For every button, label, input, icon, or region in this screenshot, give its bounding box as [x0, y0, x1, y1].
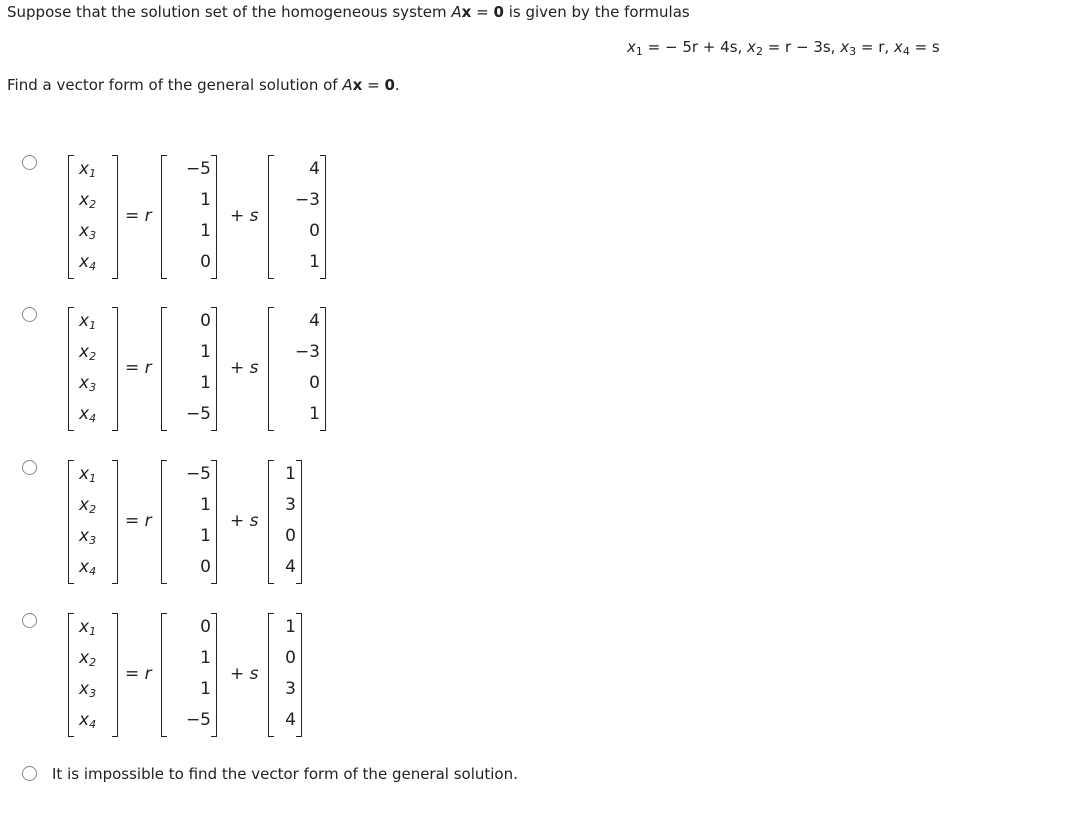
r-entry-2: 1: [200, 190, 211, 210]
formula-1: $x_1$ = − 5r + 4s,: [627, 38, 748, 58]
var-x2: $x_2$: [79, 648, 97, 669]
prompt-A: A: [342, 76, 353, 94]
prompt-zero: 0: [384, 76, 395, 94]
question-prompt: [7, 76, 400, 94]
variable-vector: [68, 460, 118, 582]
question-intro: Suppose that the solution set of the homogeneous system: [7, 3, 447, 21]
system-zero: 0: [493, 3, 504, 21]
equals-r-label: = r: [125, 206, 152, 226]
s-entry-4: 1: [309, 404, 320, 424]
question-intro-line: [7, 3, 690, 21]
s-entry-3: 0: [309, 373, 320, 393]
s-entry-1: 4: [309, 159, 320, 179]
option-radio-impossible[interactable]: [22, 766, 37, 781]
plus-s-label: + s: [230, 664, 259, 684]
prompt-end: .: [394, 76, 400, 94]
s-entry-4: 4: [285, 557, 296, 577]
var-x2: $x_2$: [79, 342, 97, 363]
s-entry-2: −3: [294, 190, 320, 210]
var-x4: $x_4$: [79, 557, 97, 578]
var-x3: $x_3$: [79, 221, 97, 242]
plus-s-label: + s: [230, 206, 259, 226]
answer-option-4: [0, 613, 1069, 753]
variable-vector: [68, 155, 118, 277]
s-entry-1: 4: [309, 311, 320, 331]
var-x3: $x_3$: [79, 526, 97, 547]
formula-4: $x_4 = s$: [893, 38, 940, 58]
var-x1: $x_1$: [79, 464, 97, 485]
r-coefficient-vector: [161, 307, 217, 429]
equals-r-label: = r: [125, 664, 152, 684]
r-coefficient-vector: [161, 460, 217, 582]
r-entry-2: 1: [200, 495, 211, 515]
r-entry-3: 1: [200, 679, 211, 699]
var-x4: $x_4$: [79, 252, 97, 273]
equals-r-label: = r: [125, 511, 152, 531]
r-entry-4: −5: [185, 710, 211, 730]
r-entry-1: 0: [200, 311, 211, 331]
var-x1: $x_1$: [79, 159, 97, 180]
r-entry-1: −5: [185, 464, 211, 484]
solution-formulas: [627, 38, 940, 56]
option-impossible-label[interactable]: It is impossible to find the vector form of the general solution.: [52, 765, 518, 783]
var-x4: $x_4$: [79, 710, 97, 731]
formula-2: $x_2 = r - 3s$,: [747, 38, 841, 58]
prompt-x: x: [352, 76, 363, 94]
formula-3: $x_3 = r$,: [840, 38, 894, 58]
r-entry-4: 0: [200, 557, 211, 577]
prompt-equals: =: [367, 76, 380, 94]
answer-option-3: [0, 460, 1069, 600]
plus-s-label: + s: [230, 511, 259, 531]
equals-r-label: = r: [125, 358, 152, 378]
r-entry-3: 1: [200, 373, 211, 393]
r-entry-1: −5: [185, 159, 211, 179]
option-radio[interactable]: [22, 613, 37, 628]
var-x4: $x_4$: [79, 404, 97, 425]
answer-option-1: [0, 155, 1069, 295]
s-coefficient-vector: [268, 460, 302, 582]
s-entry-4: 4: [285, 710, 296, 730]
s-entry-4: 1: [309, 252, 320, 272]
r-entry-2: 1: [200, 342, 211, 362]
system-A: A: [451, 3, 462, 21]
s-entry-3: 0: [285, 526, 296, 546]
variable-vector: [68, 307, 118, 429]
var-x1: $x_1$: [79, 617, 97, 638]
s-entry-1: 1: [285, 464, 296, 484]
r-coefficient-vector: [161, 155, 217, 277]
s-entry-1: 1: [285, 617, 296, 637]
s-entry-3: 3: [285, 679, 296, 699]
r-entry-3: 1: [200, 221, 211, 241]
s-coefficient-vector: [268, 613, 302, 735]
s-entry-2: −3: [294, 342, 320, 362]
var-x3: $x_3$: [79, 679, 97, 700]
var-x2: $x_2$: [79, 495, 97, 516]
var-x2: $x_2$: [79, 190, 97, 211]
question-intro-end: is given by the formulas: [508, 3, 690, 21]
s-entry-2: 0: [285, 648, 296, 668]
r-entry-3: 1: [200, 526, 211, 546]
s-coefficient-vector: [268, 307, 326, 429]
variable-vector: [68, 613, 118, 735]
plus-s-label: + s: [230, 358, 259, 378]
system-x: x: [461, 3, 472, 21]
r-entry-4: −5: [185, 404, 211, 424]
var-x1: $x_1$: [79, 311, 97, 332]
option-radio[interactable]: [22, 460, 37, 475]
r-entry-2: 1: [200, 648, 211, 668]
answer-option-2: [0, 307, 1069, 447]
r-entry-1: 0: [200, 617, 211, 637]
s-coefficient-vector: [268, 155, 326, 277]
r-entry-4: 0: [200, 252, 211, 272]
prompt-text: Find a vector form of the general solution of: [7, 76, 338, 94]
s-entry-2: 3: [285, 495, 296, 515]
s-entry-3: 0: [309, 221, 320, 241]
r-coefficient-vector: [161, 613, 217, 735]
option-radio[interactable]: [22, 155, 37, 170]
var-x3: $x_3$: [79, 373, 97, 394]
system-equals: =: [476, 3, 489, 21]
option-radio[interactable]: [22, 307, 37, 322]
